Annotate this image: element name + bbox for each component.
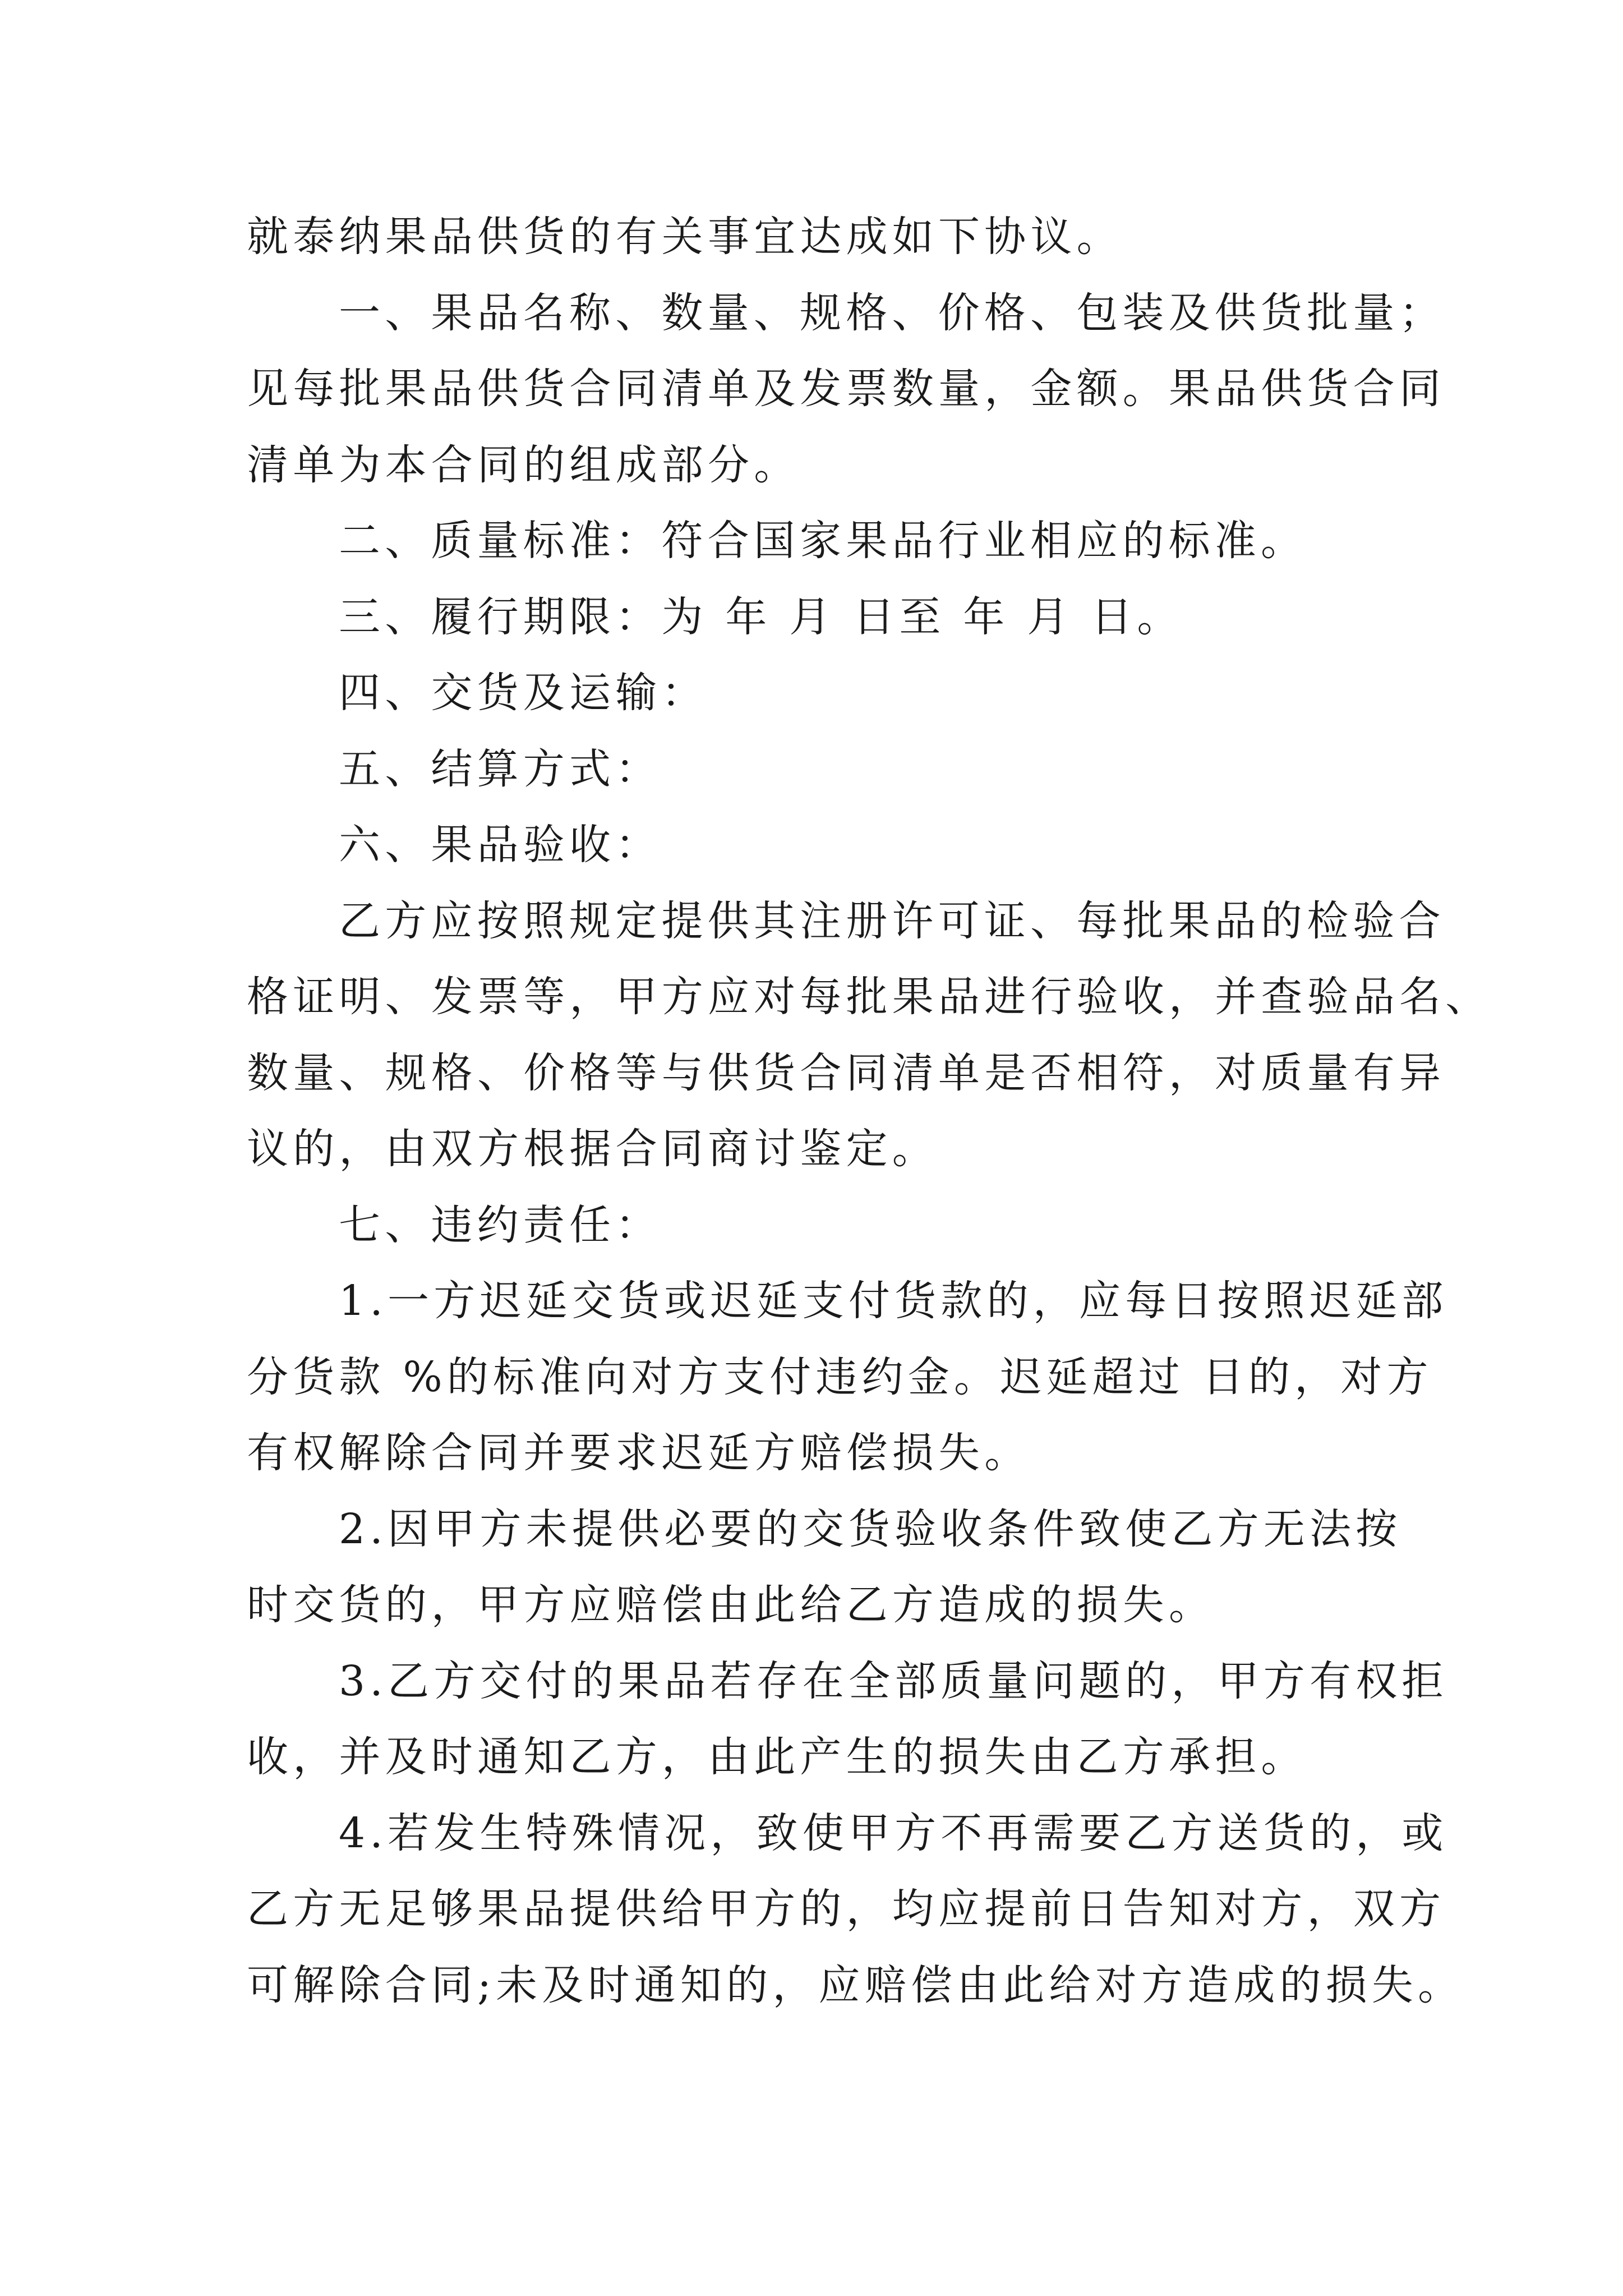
paragraph-liability-1 — [247, 1263, 1448, 1492]
paragraph-clause-2 — [247, 503, 1391, 579]
paragraph-liability-4 — [247, 1796, 1464, 2024]
paragraph-clause-6 — [247, 807, 1391, 884]
paragraph-preamble — [247, 199, 1391, 275]
text-line: 2.因甲方未提供必要的交货验收条件致使乙方无法按 — [339, 1504, 1402, 1553]
text-line: 4.若发生特殊情况，致使甲方不再需要乙方送货的，或 — [339, 1809, 1448, 1857]
paragraph-clause-4 — [247, 655, 1391, 731]
text-line: 四、交货及运输： — [339, 669, 708, 717]
text-line: 分货款 %的标准向对方支付违约金。迟延超过 日的，对方 — [247, 1352, 1433, 1401]
text-line: 可解除合同;未及时通知的，应赔偿由此给对方造成的损失。 — [247, 1961, 1464, 2009]
paragraph-clause-3 — [247, 579, 1391, 656]
text-line: 1.一方迟延交货或迟延支付货款的，应每日按照迟延部 — [339, 1277, 1448, 1325]
paragraph-clause-5 — [247, 731, 1391, 808]
text-line: 见每批果品供货合同清单及发票数量，金额。果品供货合同 — [247, 365, 1446, 413]
paragraph-inspection — [247, 884, 1492, 1188]
paragraph-clause-7 — [247, 1188, 1391, 1264]
text-line: 收，并及时通知乙方，由此产生的损失由乙方承担。 — [247, 1733, 1307, 1781]
text-line: 七、违约责任： — [339, 1200, 662, 1249]
document-body — [247, 199, 1492, 2023]
paragraph-liability-2 — [247, 1492, 1402, 1644]
text-line: 三、履行期限：为 年 月 日至 年 月 日。 — [339, 592, 1183, 641]
paragraph-clause-1 — [247, 275, 1446, 504]
text-line: 乙方无足够果品提供给甲方的，均应提前日告知对方，双方 — [247, 1885, 1446, 1933]
text-line: 有权解除合同并要求迟延方赔偿损失。 — [247, 1429, 1031, 1477]
text-line: 乙方应按照规定提供其注册许可证、每批果品的检验合 — [339, 896, 1445, 945]
text-line: 3.乙方交付的果品若存在全部质量问题的，甲方有权拒 — [339, 1657, 1448, 1705]
text-line: 六、果品验收： — [339, 821, 662, 869]
text-line: 格证明、发票等，甲方应对每批果品进行验收，并查验品名、 — [247, 973, 1492, 1021]
text-line: 五、结算方式： — [339, 744, 662, 793]
text-line: 清单为本合同的组成部分。 — [247, 440, 800, 489]
text-line: 时交货的，甲方应赔偿由此给乙方造成的损失。 — [247, 1581, 1215, 1629]
text-line: 一、果品名称、数量、规格、价格、包装及供货批量； — [339, 288, 1445, 337]
paragraph-liability-3 — [247, 1644, 1448, 1796]
text-line: 就泰纳果品供货的有关事宜达成如下协议。 — [247, 213, 1123, 261]
text-line: 二、质量标准：符合国家果品行业相应的标准。 — [339, 517, 1307, 565]
text-line: 数量、规格、价格等与供货合同清单是否相符，对质量有异 — [247, 1048, 1446, 1097]
text-line: 议的，由双方根据合同商讨鉴定。 — [247, 1125, 938, 1173]
